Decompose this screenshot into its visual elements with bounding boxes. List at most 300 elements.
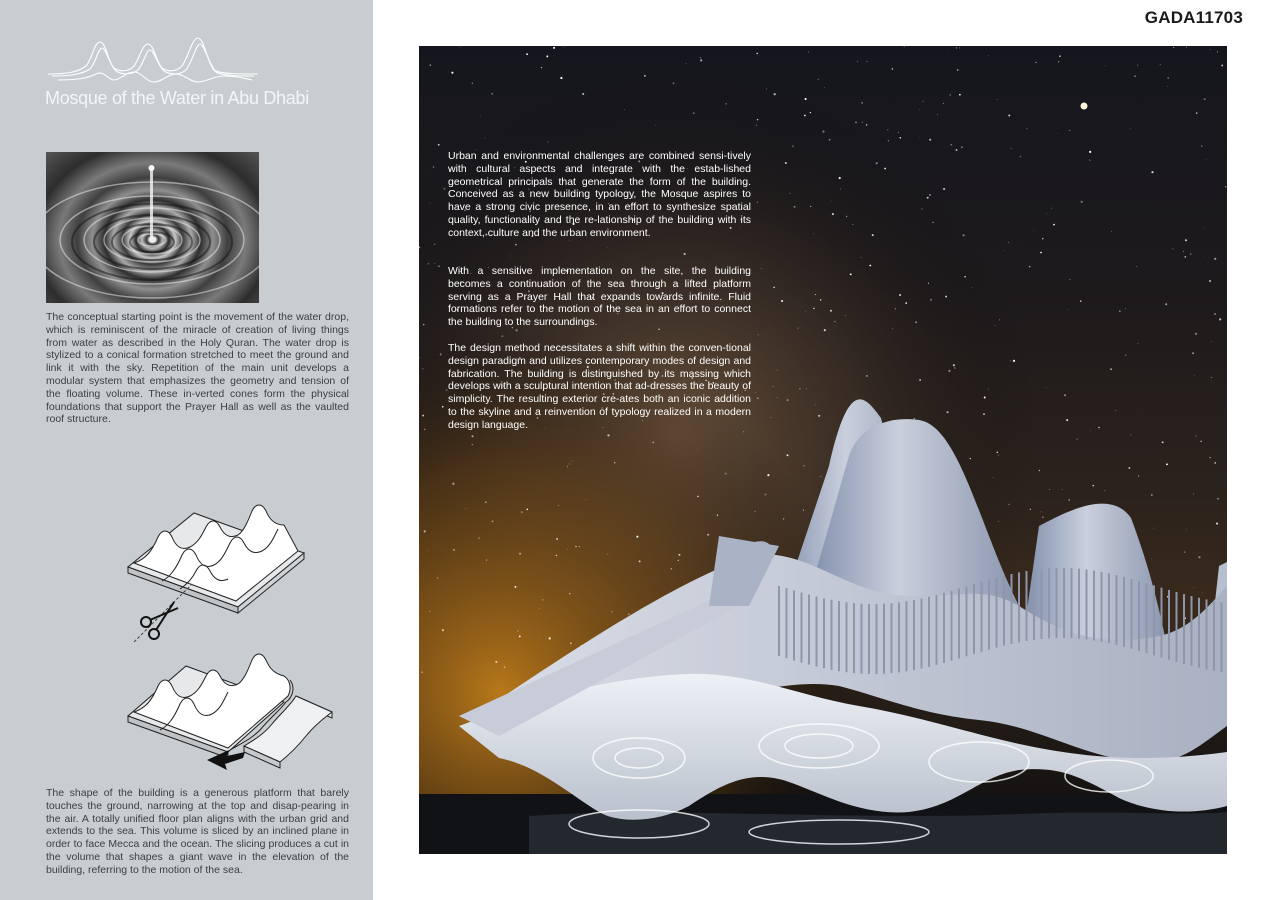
star: [855, 122, 857, 124]
star: [1209, 457, 1210, 458]
star: [959, 94, 961, 96]
star: [898, 132, 899, 133]
star: [813, 234, 814, 235]
star: [950, 144, 952, 146]
star: [1067, 309, 1068, 310]
star: [1030, 509, 1031, 510]
star: [1011, 148, 1012, 149]
star: [755, 392, 756, 393]
star: [867, 61, 868, 62]
star: [553, 47, 555, 49]
star: [636, 536, 638, 538]
star: [972, 287, 973, 288]
star: [631, 501, 632, 502]
star: [1204, 256, 1205, 257]
star: [998, 455, 999, 456]
star: [773, 287, 774, 288]
star: [1153, 528, 1154, 529]
star: [438, 144, 440, 146]
star: [521, 511, 523, 513]
star: [453, 549, 455, 551]
star: [433, 166, 434, 167]
star: [1151, 171, 1153, 173]
star: [765, 494, 767, 496]
star: [777, 370, 778, 371]
star: [555, 70, 556, 71]
building-render: [419, 46, 1227, 854]
star: [1040, 252, 1042, 254]
star: [1195, 333, 1197, 335]
star: [541, 67, 542, 68]
star: [781, 300, 783, 302]
star: [556, 538, 558, 540]
star: [852, 224, 853, 225]
star: [717, 515, 718, 516]
star: [956, 149, 958, 151]
star: [945, 296, 947, 298]
render-paragraph-1: Urban and environmental challenges are combined sensi-tively with cultural aspects and integrate with the estab-lished geometrical principals that generate the form of the building. Conceived as a new building typology, the Mosque aspires to have a strong civic presence, in an effort to synthesize spatial quality, functionality and the re-lationship of the building with its context, culture and the urban environment.: [448, 150, 751, 239]
star: [998, 521, 999, 522]
star: [832, 213, 834, 215]
star: [876, 162, 878, 164]
star: [1040, 511, 1041, 512]
star: [652, 442, 653, 443]
star: [1033, 230, 1034, 231]
star: [822, 131, 824, 133]
star: [919, 379, 921, 381]
star: [1058, 61, 1059, 62]
star: [1115, 410, 1116, 411]
star: [678, 560, 679, 561]
star: [1053, 224, 1055, 226]
star: [1004, 251, 1005, 252]
render-paragraph-2: With a sensitive implementation on the site, the building becomes a continuation of the sea through a lifted platform serving as a Prayer Hall that expands towards infinite. Fluid formations refer to the motion of the sea in an effort to connect the building to the surroundings.: [448, 265, 751, 329]
star: [810, 206, 811, 207]
star: [1049, 489, 1050, 490]
concept-paragraph: The conceptual starting point is the movement of the water drop, which is reminiscent of the miracle of creation of living things from water as described in the Holy Quran. The water drop is stylized to a conical formation stretched to meet the ground and link it with the sky. Repetition of the main unit develops a modular system that emphasizes the geometry and tension of the floating volume. These in-verted cones form the physical foundations that support the Prayer Hall as well as the vaulted roof structure.: [46, 311, 349, 426]
star: [988, 55, 989, 56]
star: [1217, 51, 1218, 52]
star: [515, 586, 517, 588]
star: [798, 328, 799, 329]
star: [1151, 494, 1153, 496]
star: [818, 415, 820, 417]
star: [725, 473, 727, 475]
star: [905, 302, 907, 304]
star: [560, 77, 562, 79]
star: [624, 109, 625, 110]
star: [1162, 441, 1164, 443]
star: [434, 244, 436, 246]
star: [929, 194, 931, 196]
star: [1128, 467, 1130, 469]
star: [558, 505, 559, 506]
star: [1134, 75, 1136, 77]
star: [888, 140, 889, 141]
star: [1173, 47, 1174, 48]
star: [539, 608, 540, 609]
star: [1125, 354, 1127, 356]
star: [1119, 311, 1120, 312]
star: [755, 511, 756, 512]
star: [1069, 130, 1070, 131]
star: [1020, 156, 1022, 158]
star: [757, 119, 759, 121]
star: [850, 273, 852, 275]
star: [460, 47, 461, 48]
render-paragraph-3: The design method necessitates a shift within the conven-tional design paradigm and utilizes contemporary modes of design and fabrication. The building is distinguished by its massing which develops with a sculptural intention that ad-dresses the beauty of simplicity. The resulting exterior cre-ates both an iconic addition to the skyline and a reinvention of typology realized in a modern design language.: [448, 342, 751, 431]
star: [1206, 159, 1207, 160]
star: [766, 89, 767, 90]
star: [932, 222, 933, 223]
star: [582, 93, 584, 95]
star: [774, 93, 776, 95]
star: [425, 170, 426, 171]
star: [869, 265, 871, 267]
star: [1026, 128, 1027, 129]
star: [830, 310, 832, 312]
star: [628, 613, 630, 615]
star: [1194, 375, 1195, 376]
star: [451, 72, 453, 74]
star: [1196, 112, 1197, 113]
star: [556, 555, 558, 557]
star: [1216, 523, 1218, 525]
star: [866, 124, 868, 126]
star: [892, 68, 893, 69]
star: [423, 324, 424, 325]
star: [422, 368, 423, 369]
star: [757, 397, 759, 399]
star: [546, 55, 548, 57]
star: [517, 630, 518, 631]
star: [673, 82, 675, 84]
star: [679, 554, 681, 556]
star: [1201, 145, 1203, 147]
star: [465, 508, 466, 509]
star: [428, 550, 429, 551]
star: [1186, 47, 1187, 48]
star: [1042, 238, 1044, 240]
star: [549, 637, 551, 639]
star: [1008, 504, 1010, 506]
star: [1047, 213, 1048, 214]
star: [988, 389, 989, 390]
star: [1130, 128, 1131, 129]
star: [569, 240, 570, 241]
star: [1190, 253, 1191, 254]
star: [1168, 86, 1169, 87]
scissors-icon: [132, 582, 194, 644]
star: [857, 61, 858, 62]
star: [1217, 498, 1219, 500]
star: [1029, 266, 1031, 268]
star: [756, 125, 757, 126]
star: [1081, 201, 1083, 203]
star: [948, 51, 949, 52]
star: [803, 465, 804, 466]
star: [1137, 65, 1138, 66]
star: [1214, 462, 1216, 464]
star: [1141, 409, 1142, 410]
star: [1104, 490, 1105, 491]
star: [785, 162, 787, 164]
star: [1184, 256, 1186, 258]
star: [995, 325, 996, 326]
star: [1111, 231, 1112, 232]
star: [810, 112, 811, 113]
star: [761, 268, 762, 269]
star: [1066, 419, 1068, 421]
star: [961, 146, 963, 148]
star: [756, 53, 758, 55]
star: [585, 499, 586, 500]
star: [1166, 463, 1168, 465]
star: [1165, 303, 1167, 305]
star: [471, 435, 473, 437]
wave-peaks-logo-icon: [48, 36, 258, 94]
star: [1194, 587, 1195, 588]
star: [442, 406, 444, 408]
star: [569, 593, 570, 594]
star: [805, 98, 807, 100]
star: [919, 137, 920, 138]
star: [999, 319, 1000, 320]
star: [1183, 251, 1184, 252]
star: [792, 146, 793, 147]
star: [956, 47, 957, 48]
star: [912, 292, 913, 293]
star: [866, 375, 868, 377]
star: [671, 568, 672, 569]
star: [1186, 530, 1187, 531]
star: [840, 189, 841, 190]
star: [815, 405, 816, 406]
star: [1204, 228, 1205, 229]
star: [997, 99, 998, 100]
shape-paragraph: The shape of the building is a generous platform that barely touches the ground, narrowing at the top and disap-pearing in the air. A totally unified floor plan aligns with the urban grid and extends to the sea. This volume is sliced by an inclined plane in order to face Mecca and the ocean. The slicing produces a cut in the volume that shapes a giant wave in the elevation of the building, referring to the motion of the sea.: [46, 787, 349, 876]
star: [824, 87, 825, 88]
star: [572, 461, 573, 462]
star: [884, 168, 886, 170]
star: [954, 367, 956, 369]
star: [831, 200, 832, 201]
star: [607, 247, 608, 248]
star: [542, 599, 543, 600]
star: [618, 529, 619, 530]
star: [1192, 352, 1194, 354]
star: [481, 610, 482, 611]
star: [771, 417, 772, 418]
star: [1172, 248, 1173, 249]
star: [787, 454, 789, 456]
star: [1214, 258, 1216, 260]
star: [1137, 343, 1138, 344]
star: [887, 129, 888, 130]
star: [539, 636, 540, 637]
star: [1042, 516, 1044, 518]
star: [984, 397, 986, 399]
star: [440, 353, 442, 355]
star: [943, 103, 944, 104]
star: [919, 109, 920, 110]
star: [519, 553, 521, 555]
star: [437, 577, 438, 578]
star: [813, 308, 814, 309]
star: [1076, 438, 1077, 439]
star: [1185, 239, 1187, 241]
star: [693, 112, 695, 114]
star: [948, 370, 950, 372]
star: [472, 444, 473, 445]
star: [839, 177, 841, 179]
star: [1136, 266, 1137, 267]
star: [895, 308, 896, 309]
star: [824, 329, 826, 331]
star: [700, 59, 702, 61]
star: [964, 276, 966, 278]
star: [997, 452, 999, 454]
star: [700, 57, 701, 58]
star: [1046, 387, 1047, 388]
star: [872, 234, 874, 236]
star: [515, 329, 517, 331]
star: [452, 483, 454, 485]
star: [1039, 470, 1040, 471]
sidebar-panel: [0, 0, 373, 900]
star: [1008, 242, 1009, 243]
star: [963, 234, 965, 236]
star: [959, 47, 960, 48]
star: [607, 434, 609, 436]
star: [805, 311, 806, 312]
star: [485, 138, 486, 139]
star: [881, 408, 882, 409]
star: [1064, 394, 1066, 396]
star: [1160, 64, 1161, 65]
star: [504, 666, 506, 668]
star: [443, 188, 445, 190]
star: [1221, 65, 1223, 67]
star: [892, 328, 893, 329]
star: [1105, 66, 1106, 67]
star: [799, 388, 801, 390]
arrow-icon: [205, 742, 255, 772]
star: [1059, 55, 1061, 57]
star: [1202, 593, 1203, 594]
star: [526, 53, 528, 55]
star: [937, 114, 938, 115]
star: [861, 257, 862, 258]
star: [783, 518, 784, 519]
star: [1211, 377, 1212, 378]
star: [928, 283, 929, 284]
star: [921, 208, 922, 209]
star: [899, 294, 901, 296]
star: [1010, 360, 1011, 361]
star: [758, 334, 759, 335]
star: [515, 244, 516, 245]
star: [777, 397, 778, 398]
star: [757, 202, 758, 203]
star: [567, 549, 568, 550]
star: [725, 103, 726, 104]
star: [430, 203, 431, 204]
star: [424, 429, 426, 431]
star: [1098, 427, 1099, 428]
star: [1130, 435, 1131, 436]
star: [430, 64, 431, 65]
star: [1195, 435, 1196, 436]
star: [492, 520, 494, 522]
star: [904, 46, 905, 47]
star: [1089, 151, 1091, 153]
star: [655, 125, 656, 126]
star: [861, 102, 863, 104]
star: [1214, 313, 1216, 315]
star: [1062, 489, 1063, 490]
star: [1080, 300, 1082, 302]
star: [927, 197, 929, 199]
star: [834, 321, 836, 323]
star: [1035, 62, 1036, 63]
star: [519, 636, 521, 638]
star: [1167, 77, 1169, 79]
star: [804, 115, 806, 117]
star: [773, 386, 774, 387]
star: [1008, 115, 1010, 117]
star: [485, 501, 487, 503]
star: [787, 399, 789, 401]
star: [815, 294, 816, 295]
star: [914, 418, 915, 419]
star: [434, 263, 435, 264]
star: [943, 188, 945, 190]
star: [1210, 49, 1211, 50]
star: [845, 315, 846, 316]
star: [495, 661, 497, 663]
star: [421, 671, 423, 673]
star: [1138, 476, 1139, 477]
star: [1070, 279, 1071, 280]
star: [1013, 360, 1015, 362]
star: [570, 642, 572, 644]
star: [808, 52, 809, 53]
star: [862, 122, 863, 123]
star: [820, 476, 821, 477]
star: [1184, 551, 1186, 553]
star: [1211, 341, 1212, 342]
star: [480, 116, 481, 117]
star: [579, 546, 580, 547]
star: [970, 458, 971, 459]
star: [1090, 430, 1091, 431]
water-drop-photo: [46, 152, 259, 303]
star: [472, 83, 473, 84]
star: [1089, 160, 1090, 161]
star: [1204, 98, 1206, 100]
star: [684, 253, 686, 255]
star: [563, 47, 564, 48]
star: [1151, 558, 1152, 559]
star: [644, 75, 646, 77]
star: [1225, 186, 1226, 187]
star: [929, 139, 931, 141]
star: [803, 510, 804, 511]
star: [501, 335, 503, 337]
star: [983, 413, 985, 415]
star: [569, 464, 570, 465]
